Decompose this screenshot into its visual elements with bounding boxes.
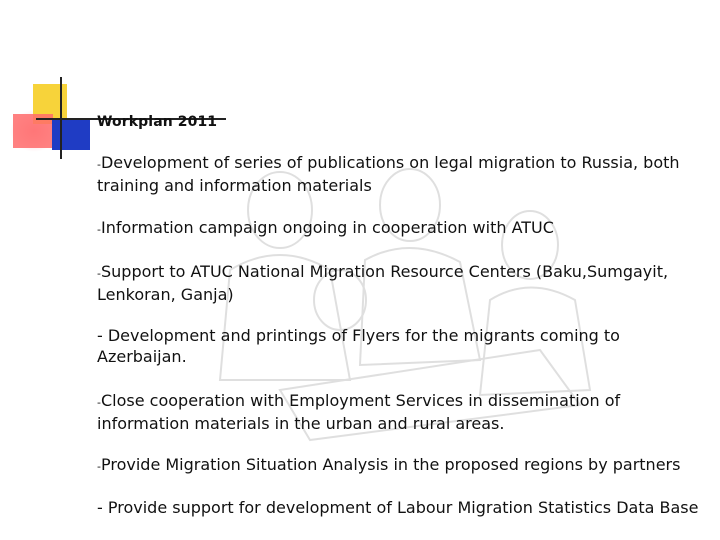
- bullet-item: [97, 325, 697, 367]
- bullet-text: Development and printings of Flyers for the migrants coming to Azerbaijan.: [97, 326, 620, 366]
- bullet-item: [97, 454, 697, 477]
- bullet-text: Provide Migration Situation Analysis in the proposed regions by partners: [100, 455, 681, 474]
- slide-title: Workplan 2011: [97, 114, 218, 130]
- bullet-text: Support to ATUC National Migration Resource Centers (Baku,Sumgayit, Lenkoran, Ganja): [97, 262, 669, 304]
- blue-square-decoration: [52, 118, 90, 150]
- bullet-item: [97, 261, 697, 305]
- bullet-item: [97, 497, 717, 518]
- bullet-text: Provide support for development of Labour Migration Statistics Data Base: [107, 498, 699, 517]
- bullet-text: Close cooperation with Employment Services in dissemination of information materials in the urban and rural areas.: [97, 391, 621, 433]
- bullet-marker: -: [97, 396, 101, 409]
- bullet-marker: -: [97, 267, 101, 280]
- bullet-item: [97, 390, 697, 434]
- bullet-marker: -: [97, 326, 108, 345]
- bullet-item: [97, 152, 697, 196]
- bullet-marker: -: [97, 223, 101, 236]
- bullet-marker: -: [97, 158, 101, 171]
- bullet-text: Information campaign ongoing in cooperation with ATUC: [100, 218, 554, 237]
- bullet-item: [97, 217, 697, 240]
- bullet-marker: -: [97, 460, 101, 473]
- bullet-marker: -: [97, 498, 108, 517]
- bullet-text: Development of series of publications on legal migration to Russia, both training and information materials: [97, 153, 680, 195]
